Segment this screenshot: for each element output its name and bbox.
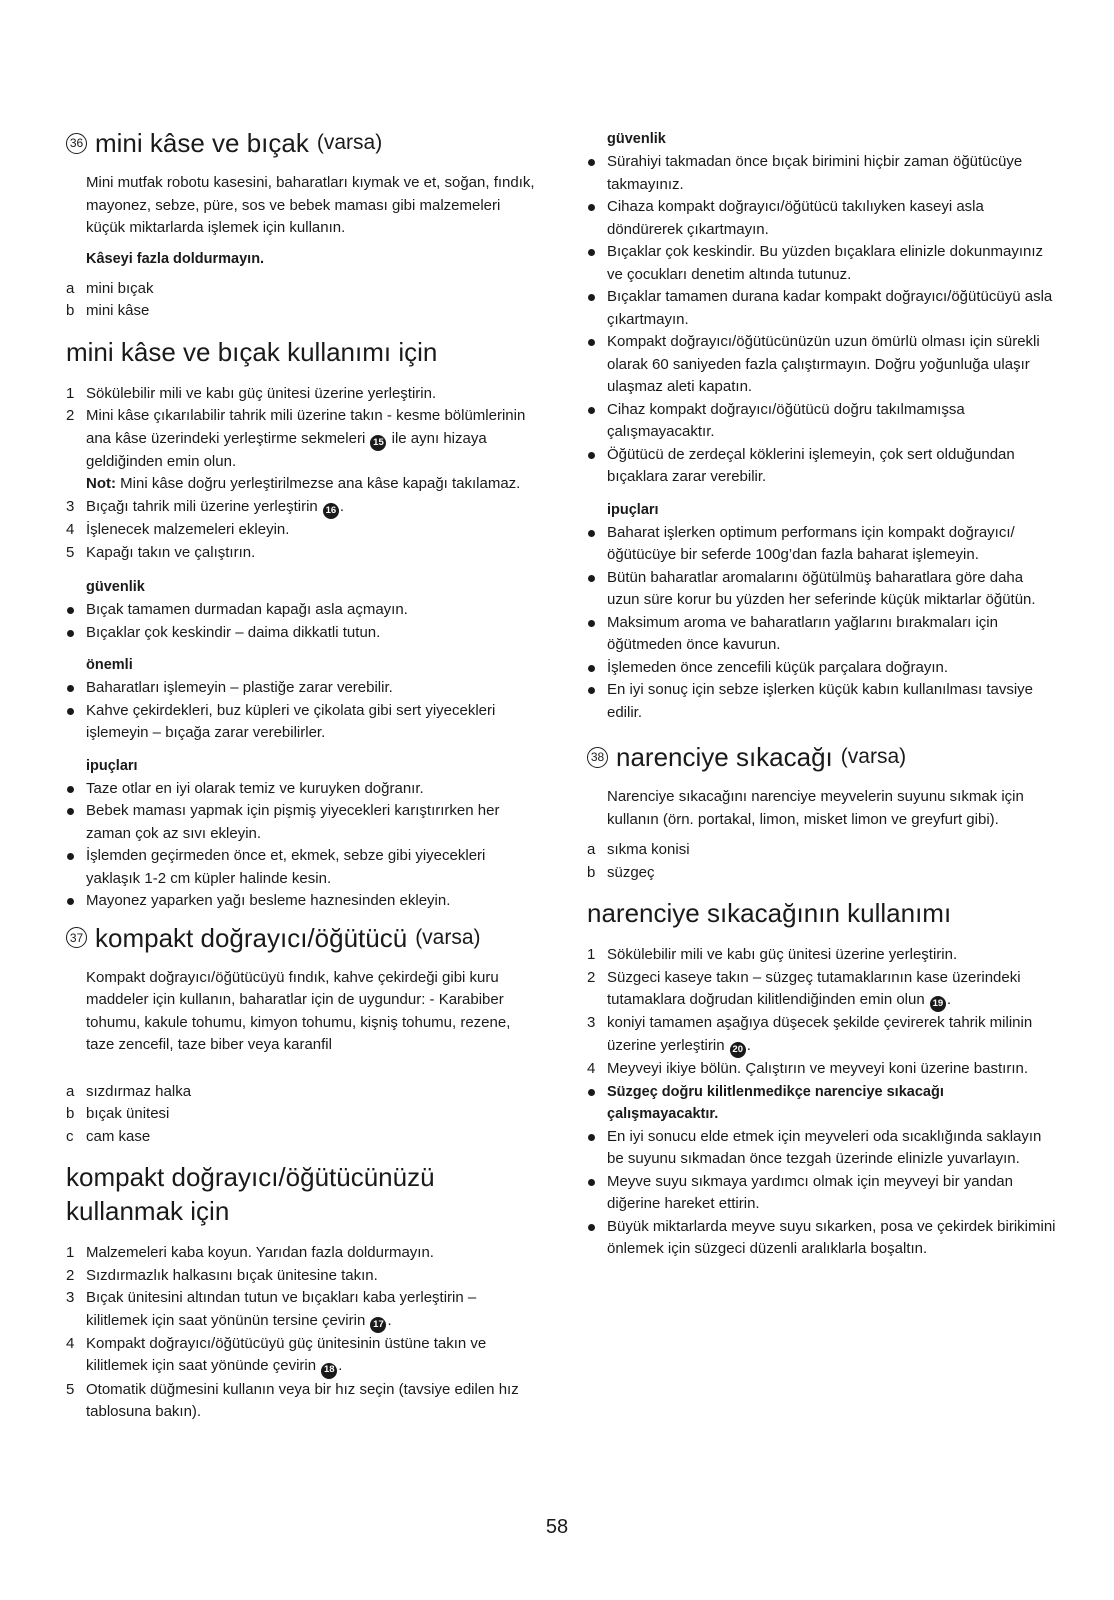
list-item: Kompakt doğrayıcı/öğütücünüzün uzun ömürlü olması için sürekli olarak 60 saniyeden fazla çalıştırmayın. Doğru yoğunluğa ulaşır ulaşmaz aleti kapatın. <box>587 331 1057 399</box>
list-item: Bebek maması yapmak için pişmiş yiyecekleri karıştırırken her zaman çok az sıvı ekleyin. <box>66 800 536 845</box>
parts-list <box>66 278 536 323</box>
parts-list <box>587 839 1057 884</box>
list-item: c cam kase <box>66 1127 151 1145</box>
section-number-badge: 36 <box>66 133 87 154</box>
list-item: 5 Kapağı takın ve çalıştırın. <box>66 543 256 561</box>
section-intro: Mini mutfak robotu kasesini, baharatları kıymak ve et, soğan, fındık, mayonez, sebze, püre, sos ve bebek maması gibi malzemeleri küçük miktarlarda işlemek için kullanın. <box>86 174 535 236</box>
section-number-badge: 37 <box>66 927 87 948</box>
list-item: İşlemeden önce zencefili küçük parçalara doğrayın. <box>587 657 1057 680</box>
tips-list <box>587 522 1057 725</box>
notes-list <box>587 1081 1057 1261</box>
section-title: kompakt doğrayıcı/öğütücü <box>95 922 408 953</box>
warning-text: Kâseyi fazla doldurmayın. <box>86 250 265 267</box>
figure-reference-badge: 20 <box>730 1042 746 1058</box>
list-item: 3 Bıçağı tahrik mili üzerine yerleştirin 16 . <box>66 496 536 519</box>
safety-subheading: güvenlik <box>607 131 666 147</box>
subsection-heading: narenciye sıkacağının kullanımı <box>587 898 952 928</box>
optional-label: (varsa) <box>840 745 907 768</box>
list-item: 3 koniyi tamamen aşağıya düşecek şekilde çevirerek tahrik milinin üzerine yerleştirin 20 . <box>587 1012 1057 1058</box>
section-intro: Narenciye sıkacağını narenciye meyvelerin suyunu sıkmak için kullanın (örn. portakal, limon, misket limon ve greyfurt gibi). <box>607 788 1024 828</box>
list-item: 2 Süzgeci kaseye takın – süzgeç tutamaklarının kase üzerindeki tutamaklara doğrudan kilitlendiğinden emin olun 19 . <box>587 967 1057 1013</box>
figure-reference-badge: 19 <box>930 996 946 1012</box>
steps-list <box>66 1242 536 1424</box>
figure-reference-badge: 15 <box>370 435 386 451</box>
list-item: a mini bıçak <box>66 279 154 297</box>
list-item: Öğütücü de zerdeçal köklerini işlemeyin, çok sert olduğundan bıçaklara zarar verebilir. <box>587 444 1057 489</box>
section-title: mini kâse ve bıçak <box>95 128 309 158</box>
section-37-heading <box>66 923 536 953</box>
tips-subheading: ipuçları <box>607 501 659 518</box>
list-item: Mayonez yaparken yağı besleme haznesinden ekleyin. <box>66 890 536 913</box>
list-item: 4 Kompakt doğrayıcı/öğütücüyü güç ünitesinin üstüne takın ve kilitlemek için saat yönünde çevirin 18 . <box>66 1333 536 1379</box>
tips-list <box>66 778 536 913</box>
parts-list <box>66 1081 536 1149</box>
safety-subheading: güvenlik <box>86 579 145 595</box>
list-item: Bıçaklar çok keskindir – daima dikkatli tutun. <box>66 622 536 645</box>
list-item: 1 Sökülebilir mili ve kabı güç ünitesi üzerine yerleştirin. <box>66 384 437 402</box>
list-item: 5 Otomatik düğmesini kullanın veya bir hız seçin (tavsiye edilen hız tablosuna bakın). <box>66 1380 519 1420</box>
important-list <box>66 677 536 745</box>
figure-reference-badge: 16 <box>323 503 339 519</box>
list-item: Cihaz kompakt doğrayıcı/öğütücü doğru takılmamışsa çalışmayacaktır. <box>587 399 1057 444</box>
subsection-heading: kompakt doğrayıcı/öğütücünüzü kullanmak için <box>66 1162 435 1226</box>
list-item: Sürahiyi takmadan önce bıçak birimini hiçbir zaman öğütücüye takmayınız. <box>587 151 1057 196</box>
list-item: 4 Meyveyi ikiye bölün. Çalıştırın ve meyveyi koni üzerine bastırın. <box>587 1060 1029 1077</box>
left-column <box>66 128 536 1436</box>
list-item: 2 Mini kâse çıkarılabilir tahrik mili üzerine takın - kesme bölümlerinin ana kâse üzerindeki yerleştirme sekmeleri 15 ile aynı hizaya geldiğinden emin olun. Not: Mini kâse doğru yerleştirilmezse ana kâse kapağı takılamaz. <box>66 407 526 493</box>
section-intro: Kompakt doğrayıcı/öğütücüyü fındık, kahve çekirdeği gibi kuru maddeler için kullanın, baharatlar için de uygundur: - Karabiber tohumu, kakule tohumu, kimyon tohumu, kişniş tohumu, rezene, taze zencefil, taze biber veya karanfil <box>86 968 511 1053</box>
section-number-badge: 38 <box>587 747 608 768</box>
list-item: İşlemden geçirmeden önce et, ekmek, sebze gibi yiyecekleri yaklaşık 1-2 cm küpler halinde kesin. <box>66 845 536 890</box>
list-item: b süzgeç <box>587 863 655 881</box>
list-item: b mini kâse <box>66 302 150 319</box>
list-item: Cihaza kompakt doğrayıcı/öğütücü takılıyken kaseyi asla döndürerek çıkartmayın. <box>587 196 1057 241</box>
list-item: Baharat işlerken optimum performans için kompakt doğrayıcı/öğütücüye bir seferde 100g’dan fazla baharat işlemeyin. <box>587 522 1057 567</box>
figure-reference-badge: 17 <box>370 1317 386 1333</box>
list-item: 3 Bıçak ünitesini altından tutun ve bıçakları kaba yerleştirin – kilitlemek için saat yönünün tersine çevirin 17 . <box>66 1287 536 1333</box>
section-38-heading <box>587 742 1057 772</box>
tips-subheading: ipuçları <box>86 757 138 774</box>
safety-list <box>587 151 1057 489</box>
steps-list <box>587 944 1057 1081</box>
optional-label: (varsa) <box>316 131 383 154</box>
list-item: Bütün baharatlar aromalarını öğütülmüş baharatlara göre daha uzun süre korur bu yüzden her seferinde küçük miktarlar öğütün. <box>587 567 1057 612</box>
safety-list <box>66 599 536 644</box>
list-item: Bıçak tamamen durmadan kapağı asla açmayın. <box>66 599 536 622</box>
list-item: 2 Sızdırmazlık halkasını bıçak ünitesine takın. <box>66 1266 378 1284</box>
figure-reference-badge: 18 <box>321 1363 337 1379</box>
list-item: Büyük miktarlarda meyve suyu sıkarken, posa ve çekirdek birikimini önlemek için süzgeci düzenli aralıklarla boşaltın. <box>587 1216 1057 1261</box>
list-item: a sızdırmaz halka <box>66 1082 192 1100</box>
list-item: Süzgeç doğru kilitlenmedikçe narenciye sıkacağı çalışmayacaktır. <box>587 1081 1057 1126</box>
optional-label: (varsa) <box>415 925 481 949</box>
list-item: Maksimum aroma ve baharatların yağlarını bırakmaları için öğütmeden önce kavurun. <box>587 612 1057 657</box>
list-item: Taze otlar en iyi olarak temiz ve kuruyken doğranır. <box>66 778 536 801</box>
section-36-heading <box>66 128 536 158</box>
list-item: a sıkma konisi <box>587 841 690 858</box>
note-label: Not: <box>86 475 116 493</box>
list-item: Bıçaklar çok keskindir. Bu yüzden bıçaklara elinizle dokunmayınız ve çocukları denetim altında tutunuz. <box>587 241 1057 286</box>
list-item: 4 İşlenecek malzemeleri ekleyin. <box>66 521 290 538</box>
list-item: b bıçak ünitesi <box>66 1105 170 1122</box>
page-number: 58 <box>545 1516 569 1538</box>
list-item: En iyi sonuç için sebze işlerken küçük kabın kullanılması tavsiye edilir. <box>587 679 1057 724</box>
list-item: Kahve çekirdekleri, buz küpleri ve çikolata gibi sert yiyecekleri işlemeyin – bıçağa zarar verebilirler. <box>66 700 536 745</box>
steps-list <box>66 383 536 565</box>
list-item: Baharatları işlemeyin – plastiğe zarar verebilir. <box>66 677 536 700</box>
list-item: 1 Malzemeleri kaba koyun. Yarıdan fazla doldurmayın. <box>66 1244 434 1261</box>
subsection-heading: mini kâse ve bıçak kullanımı için <box>66 336 438 367</box>
section-title: narenciye sıkacağı <box>616 742 833 772</box>
list-item: Bıçaklar tamamen durana kadar kompakt doğrayıcı/öğütücüyü asla çıkartmayın. <box>587 286 1057 331</box>
list-item: En iyi sonucu elde etmek için meyveleri oda sıcaklığında saklayın be suyunu sıkmadan önce tezgah üzerinde elinizle yuvarlayın. <box>587 1126 1057 1171</box>
important-subheading: önemli <box>86 657 133 673</box>
right-column <box>587 128 1057 1271</box>
list-item: Meyve suyu sıkmaya yardımcı olmak için meyveyi bir yandan diğerine hareket ettirin. <box>587 1171 1057 1216</box>
list-item: 1 Sökülebilir mili ve kabı güç ünitesi üzerine yerleştirin. <box>587 946 958 963</box>
